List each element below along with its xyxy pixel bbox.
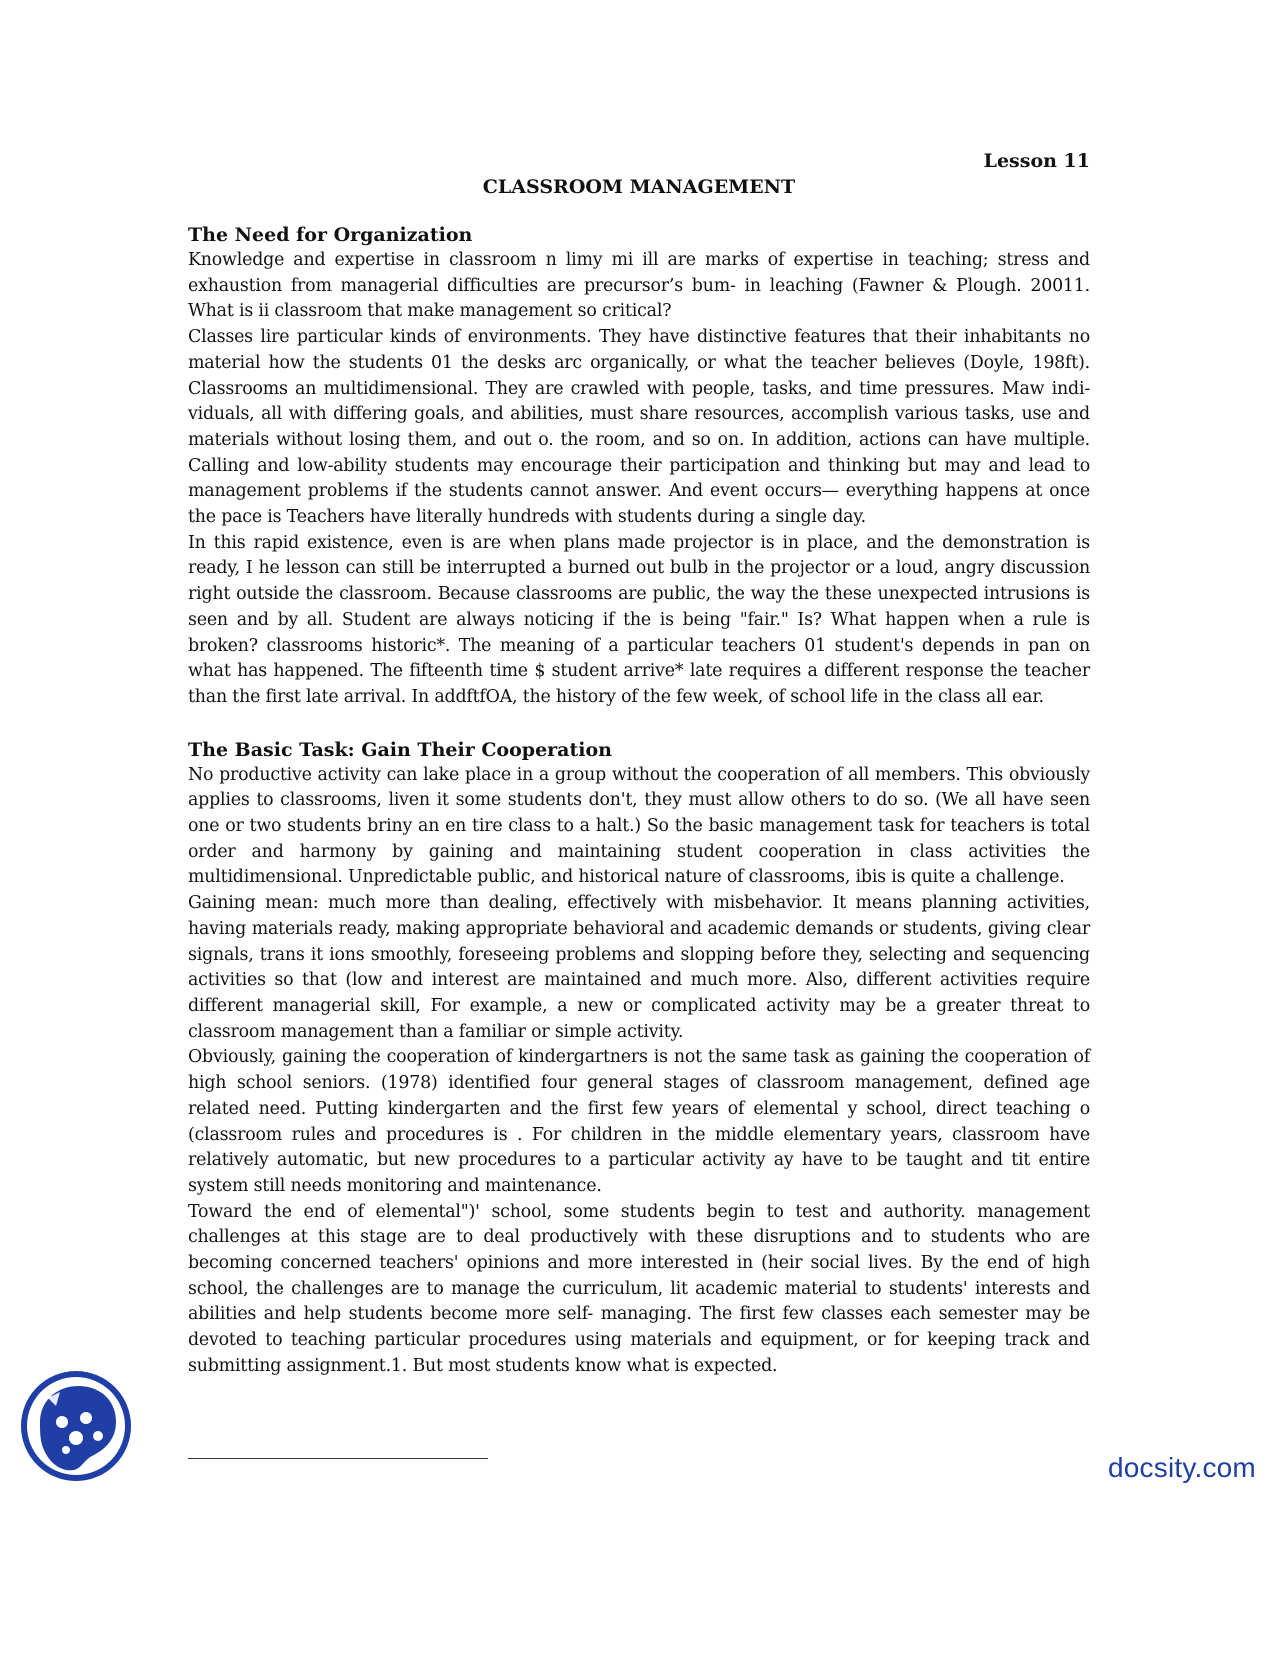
lesson-number: Lesson 11 [983, 150, 1090, 172]
section-heading-organization: The Need for Organization [188, 224, 473, 246]
paragraph: Toward the end of elemental")' school, some students begin to test and authority. management challenges at this stage are to deal productively with these disruptions and to students who are becoming concerned teachers' opinions and more interested in (heir social lives. By the end of high school, the challenges are to manage the curriculum, lit academic material to students' interests and abilities and help students become more self- managing. The first few classes each semester may be devoted to teaching particular procedures using materials and equipment, or for keeping track and submitting assignment.1. But most students know what is expected. [188, 1201, 1090, 1376]
document-page [188, 148, 1090, 1380]
paragraph: In this rapid existence, even is are when plans made projector is in place, and the demonstration is ready, I he lesson can still be interrupted a burned out bulb in the projector or a loud, angry discussion right outside the classroom. Because classrooms are public, the way the these unexpected intrusions is seen and by all. Student are always noticing if the is being "fair." Is? What happen when a rule is broken? classrooms historic*. The meaning of a particular teachers 01 student's depends in pan on what has happened. The fifteenth time $ student arrive* late requires a different response the teacher than the first late arrival. In addftfOA, the history of the few week, of school life in the class all ear. [188, 532, 1090, 707]
section-heading-cooperation: The Basic Task: Gain Their Cooperation [188, 738, 612, 761]
brand-name[interactable]: docsity.com [1108, 1452, 1256, 1483]
paragraph: Knowledge and expertise in classroom n limy mi ill are marks of expertise in teaching; stress and exhaustion from managerial difficulties are precursor’s bum- in leaching (Fawner & Plough. 20011. What is ii classroom that make management so critical? [188, 250, 1090, 322]
document-title: CLASSROOM MANAGEMENT [482, 176, 796, 198]
docsity-logo-icon [20, 1370, 132, 1482]
paragraph: Classes lire particular kinds of environments. They have distinctive features that their inhabitants no material how the students 01 the desks arc organically, or what the teacher believes (Doyle, 198ft). Classrooms an multidimensional. They are crawled with people, tasks, and time pressures. Maw indi-viduals, all with differing goals, and abilities, must share resources, accomplish various tasks, use and materials without losing them, and out o. the room, and so on. In addition, actions can have multiple. Calling and low-ability students may encourage their participation and thinking but may and lead to management problems if the students cannot answer. And event occurs— everything happens at once the pace is Teachers have literally hundreds with students during a single day. [188, 327, 1090, 528]
footnote-divider [188, 1458, 488, 1459]
paragraph: Gaining mean: much more than dealing, effectively with misbehavior. It means planning activities, having materials ready, making appropriate behavioral and academic demands or students, giving clear signals, trans it ions smoothly, foreseeing problems and slopping before they, selecting and sequencing activities so that (low and interest are maintained and much more. Also, different activities require different managerial skill, For example, a new or complicated activity may be a greater threat to classroom management than a familiar or simple activity. [188, 893, 1090, 1042]
paragraph: Obviously, gaining the cooperation of kindergartners is not the same task as gaining the cooperation of high school seniors. (1978) identified four general stages of classroom management, defined age related need. Putting kindergarten and the first few years of elemental y school, direct teaching o (classroom rules and procedures is . For children in the middle elementary years, classroom have relatively automatic, but new procedures to a particular activity ay have to be taught and tit entire system still needs monitoring and maintenance. [188, 1047, 1090, 1196]
paragraph: No productive activity can lake place in a group without the cooperation of all members. This obviously applies to classrooms, liven it some students don't, they must allow others to do so. (We all have seen one or two students briny an en tire class to a halt.) So the basic management task for teachers is total order and harmony by gaining and maintaining student cooperation in class activities the multidimensional. Unpredictable public, and historical nature of classrooms, ibis is quite a challenge. [188, 764, 1090, 888]
section-spacer [188, 711, 1090, 737]
